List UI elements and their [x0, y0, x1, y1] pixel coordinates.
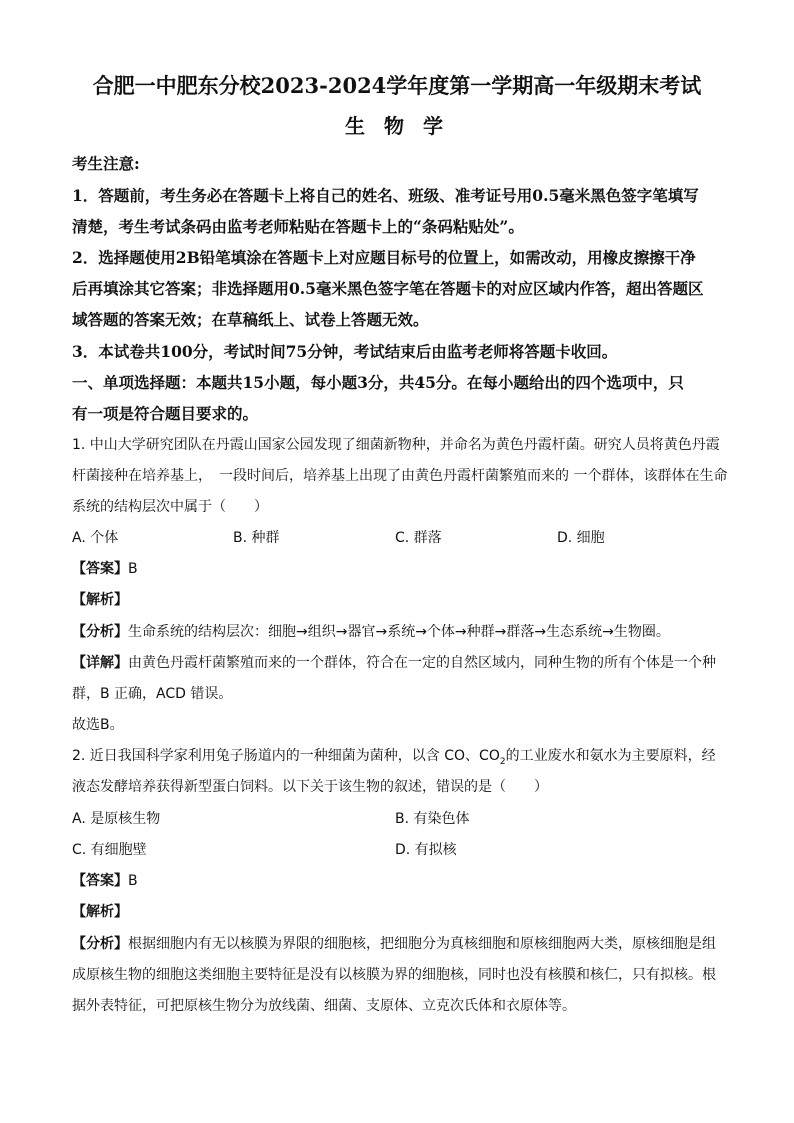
exam-title: 合肥一中肥东分校2023-2024学年度第一学期高一年级期末考试	[92, 73, 702, 98]
q1-conclusion: 故选B。	[72, 717, 124, 733]
notice-line: 清楚，考生考试条码由监考老师粘贴在答题卡上的“条码粘贴处”。	[72, 217, 524, 236]
answer-tag: 【答案】	[72, 873, 128, 889]
fenxi-tag: 【分析】	[72, 936, 128, 952]
q1-stem-line: 杆菌接种在培养基上， 一段时间后，培养基上出现了由黄色丹霞杆菌繁殖而来的 一个群体，该群体在生命	[72, 468, 728, 484]
analysis-tag: 【解析】	[72, 904, 128, 920]
notice-heading: 考生注意:	[72, 154, 140, 173]
q2-answer	[72, 870, 138, 890]
q2-stem-a: 2. 近日我国科学家利用兔子肠道内的一种细菌为菌种，以含 CO、CO	[72, 748, 500, 764]
q1-option-d: D. 细胞	[557, 530, 605, 546]
notice-line: 后再填涂其它答案；非选择题用0.5毫米黑色签字笔在答题卡的对应区域内作答，超出答题区	[72, 279, 704, 298]
q1-option-b: B. 种群	[233, 530, 280, 546]
answer-value: B	[128, 873, 138, 889]
q2-stem-line: 液态发酵培养获得新型蛋白饲料。以下关于该生物的叙述，错误的是（ ）	[72, 779, 548, 795]
xiangjie-tag: 【详解】	[72, 655, 128, 671]
q2-fenxi	[72, 933, 716, 953]
q2-stem-line	[72, 745, 716, 767]
q2-fenxi-cont: 成原核生物的细胞这类细胞主要特征是没有以核膜为界的细胞核，同时也没有核膜和核仁，只有拟核。根	[72, 967, 716, 983]
q2-option-c: C. 有细胞壁	[72, 842, 147, 858]
answer-tag: 【答案】	[72, 561, 128, 577]
notice-line: 1．答题前，考生务必在答题卡上将自己的姓名、班级、准考证号用0.5毫米黑色签字笔填写	[72, 186, 699, 205]
q1-option-c: C. 群落	[395, 530, 442, 546]
q1-xiangjie-cont: 群，B 正确，ACD 错误。	[72, 686, 233, 702]
notice-line: 3．本试卷共100分，考试时间75分钟，考试结束后由监考老师将答题卡收回。	[72, 342, 618, 361]
answer-value: B	[128, 561, 138, 577]
subject-title: 生 物 学	[345, 114, 449, 138]
q1-answer	[72, 558, 138, 578]
fenxi-text: 生命系统的结构层次：细胞→组织→器官→系统→个体→种群→群落→生态系统→生物圈。	[128, 624, 670, 640]
xiangjie-text: 由黄色丹霞杆菌繁殖而来的一个群体，符合在一定的自然区域内，同种生物的所有个体是一个种	[128, 655, 716, 671]
notice-line: 2．选择题使用2B铅笔填涂在答题卡上对应题目标号的位置上，如需改动，用橡皮擦擦干净	[72, 248, 696, 267]
fenxi-tag: 【分析】	[72, 624, 128, 640]
notice-line: 域答题的答案无效；在草稿纸上、试卷上答题无效。	[72, 310, 429, 329]
q2-analysis-heading	[72, 901, 128, 921]
q1-option-a: A. 个体	[72, 530, 119, 546]
fenxi-text: 根据细胞内有无以核膜为界限的细胞核，把细胞分为真核细胞和原核细胞两大类，原核细胞是组	[128, 936, 716, 952]
q1-stem-line: 系统的结构层次中属于（ ）	[72, 499, 268, 515]
q1-stem-line: 1. 中山大学研究团队在丹霞山国家公园发现了细菌新物种，并命名为黄色丹霞杆菌。研究人员将黄色丹霞	[72, 437, 720, 453]
q1-fenxi	[72, 621, 670, 641]
q2-option-a: A. 是原核生物	[72, 811, 161, 827]
q2-option-d: D. 有拟核	[395, 842, 457, 858]
section-heading: 一、单项选择题：本题共15小题，每小题3分，共45分。在每小题给出的四个选项中，只	[72, 373, 684, 392]
q2-option-b: B. 有染色体	[395, 811, 470, 827]
q2-stem-sub: 2	[499, 756, 506, 767]
q1-xiangjie	[72, 652, 716, 672]
analysis-tag: 【解析】	[72, 592, 128, 608]
q2-fenxi-cont: 据外表特征，可把原核生物分为放线菌、细菌、支原体、立克次氏体和衣原体等。	[72, 998, 576, 1014]
section-heading-cont: 有一项是符合题目要求的。	[72, 404, 259, 423]
q2-stem-b: 的工业废水和氨水为主要原料，经	[505, 748, 716, 764]
q1-analysis-heading	[72, 589, 128, 609]
